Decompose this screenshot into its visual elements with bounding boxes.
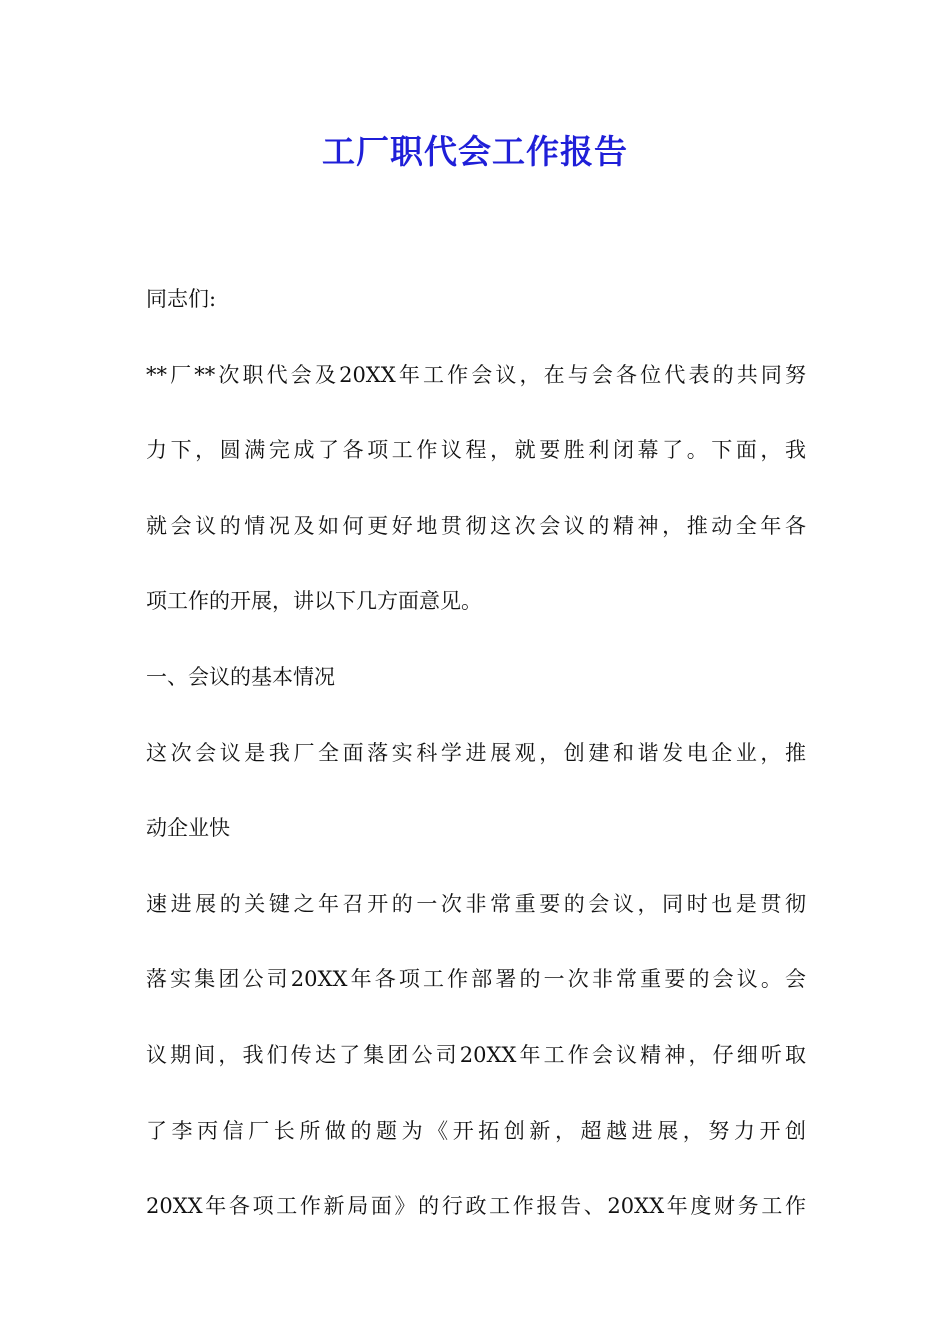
section-heading: 一、会议的基本情况 xyxy=(146,664,335,689)
paragraph-line: 力下，圆满完成了各项工作议程，就要胜利闭幕了。下面，我 xyxy=(146,438,806,463)
document-title: 工厂职代会工作报告 xyxy=(322,132,628,171)
paragraph-line: 20XX年各项工作新局面》的行政工作报告、20XX年度财务工作 xyxy=(146,1194,806,1219)
paragraph-line: **厂**次职代会及20XX年工作会议，在与会各位代表的共同努 xyxy=(146,362,806,387)
greeting-line: 同志们: xyxy=(146,287,217,311)
paragraph-line: 议期间，我们传达了集团公司20XX年工作会议精神，仔细听取 xyxy=(146,1042,806,1067)
document-body xyxy=(146,262,806,1245)
paragraph-line: 项工作的开展，讲以下几方面意见。 xyxy=(146,589,482,614)
paragraph-line: 动企业快 xyxy=(146,816,230,841)
paragraph-line: 速进展的关键之年召开的一次非常重要的会议，同时也是贯彻 xyxy=(146,891,806,916)
paragraph-line: 了李丙信厂长所做的题为《开拓创新，超越进展，努力开创 xyxy=(146,1118,806,1143)
paragraph-line: 落实集团公司20XX年各项工作部署的一次非常重要的会议。会 xyxy=(146,967,806,992)
paragraph-line: 就会议的情况及如何更好地贯彻这次会议的精神，推动全年各 xyxy=(146,513,806,538)
paragraph-line: 这次会议是我厂全面落实科学进展观，创建和谐发电企业，推 xyxy=(146,740,806,765)
